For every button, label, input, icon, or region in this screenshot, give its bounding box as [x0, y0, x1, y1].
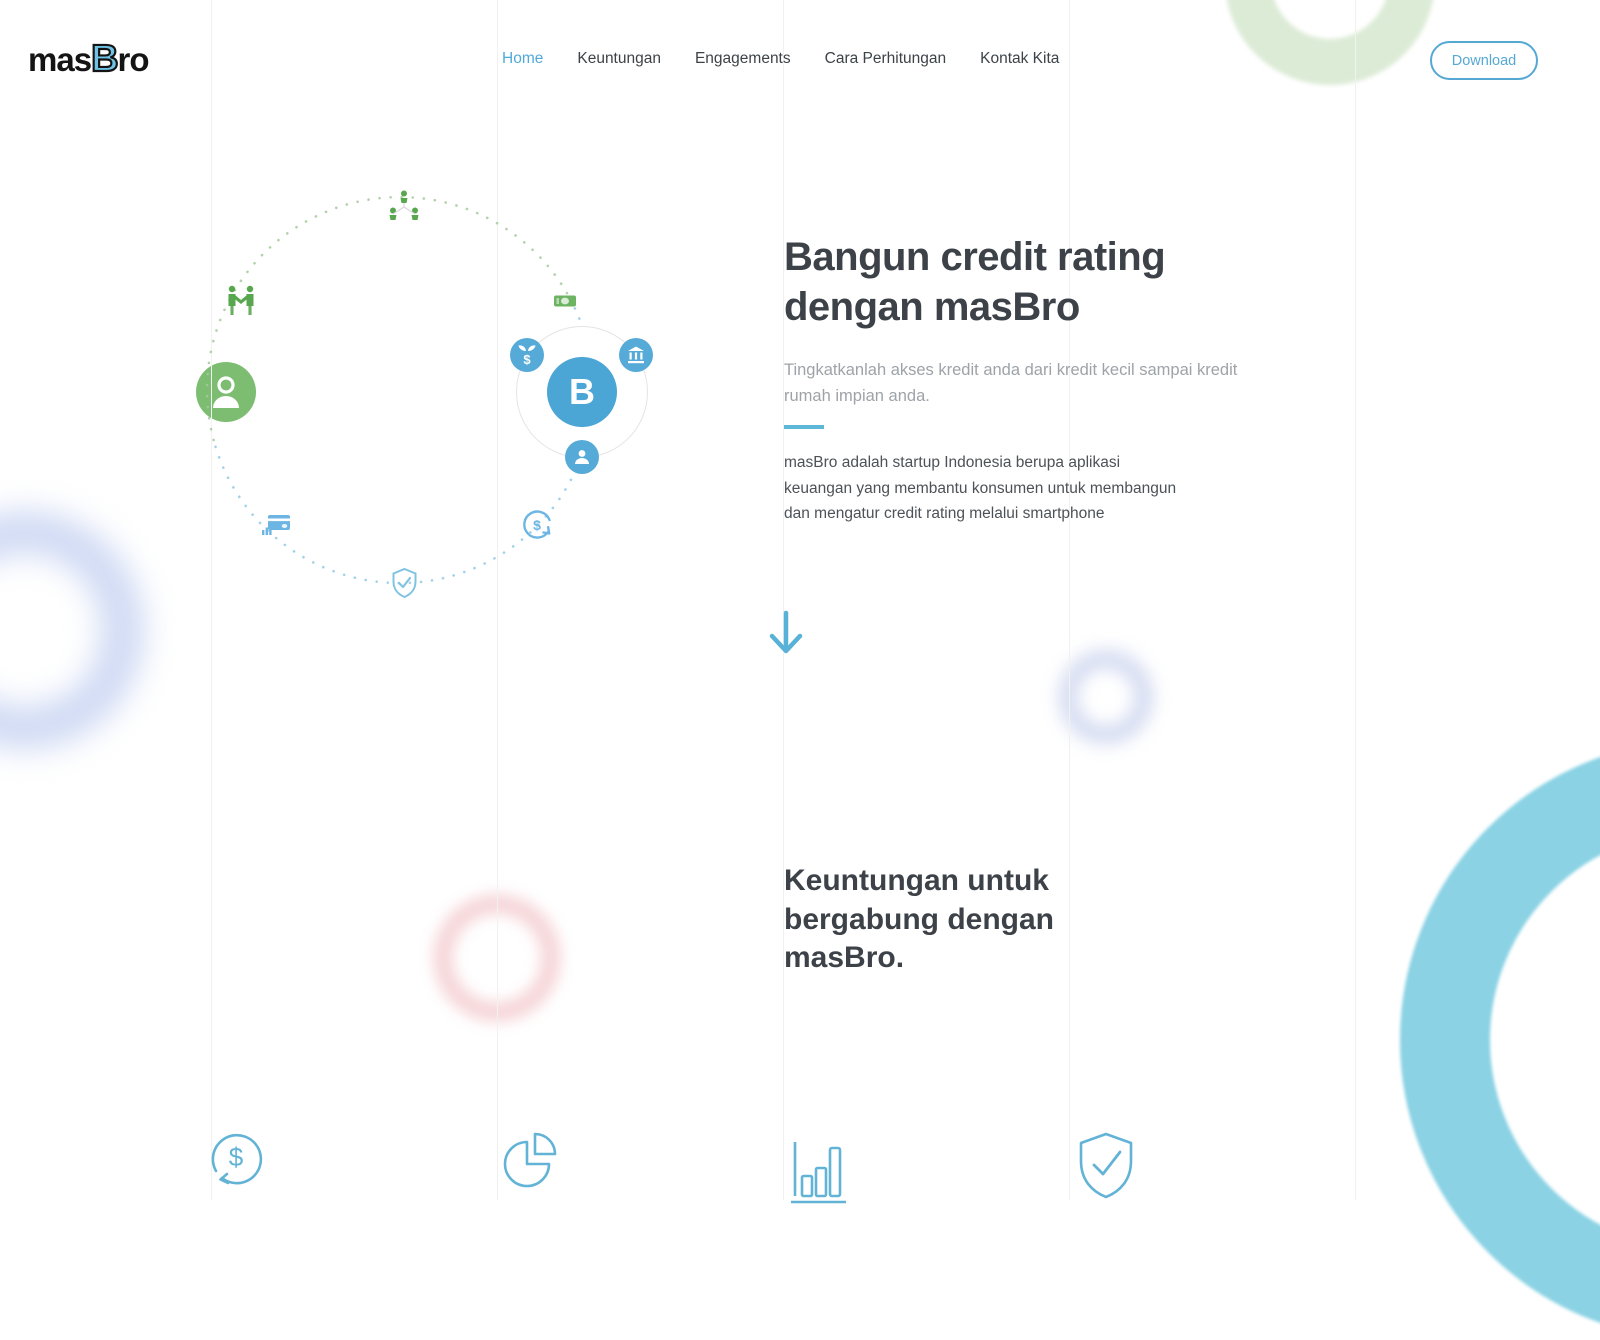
nav-item-keuntungan[interactable]: Keuntungan — [577, 50, 661, 67]
scroll-down-arrow-icon[interactable] — [766, 610, 806, 660]
decor-ring-purple — [1060, 651, 1152, 743]
benefits-title-line3: masBro. — [784, 941, 905, 974]
bar-chart-icon — [790, 1138, 848, 1206]
money-growth-icon — [516, 343, 538, 367]
grid-line — [497, 0, 498, 1200]
accent-divider — [784, 425, 824, 429]
decor-ring-teal — [1400, 740, 1600, 1340]
svg-text:$: $ — [228, 1142, 244, 1172]
svg-text:$: $ — [533, 517, 541, 533]
person-icon — [572, 447, 592, 467]
hero-subtitle: Tingkatkanlah akses kredit anda dari kredit kecil sampai kredit rumah impian anda. — [784, 361, 1238, 405]
person-bubble-small — [565, 440, 599, 474]
benefits-title-line2: bergabung dengan — [784, 902, 1054, 936]
hub-letter: B — [569, 371, 595, 412]
nav-item-cara-perhitungan[interactable]: Cara Perhitungan — [824, 50, 947, 67]
grid-line — [1355, 0, 1356, 1200]
hero-title-line1: Bangun credit rating — [784, 235, 1166, 279]
logo-text-mas: mas — [28, 41, 92, 78]
nav-item-kontak-kita[interactable]: Kontak Kita — [980, 50, 1060, 67]
decor-ring-blue — [0, 512, 143, 748]
hero-description — [784, 450, 1176, 527]
money-cycle-small-icon — [519, 507, 555, 543]
hero-title — [784, 232, 1165, 332]
bank-bubble — [619, 338, 653, 372]
nav-item-engagements[interactable]: Engagements — [694, 50, 791, 67]
credit-card-icon — [261, 512, 291, 538]
grid-line — [211, 0, 212, 1200]
hub-illustration — [516, 326, 648, 458]
logo-text-ro: ro — [117, 41, 149, 78]
logo[interactable] — [28, 38, 149, 81]
org-network-icon — [387, 190, 421, 222]
grid-line — [783, 0, 784, 1200]
main-nav — [502, 50, 1059, 68]
shield-check-small-icon — [391, 567, 418, 599]
hero-description-line2: keuangan yang membantu konsumen untuk membangun — [784, 479, 1177, 497]
handshake-icon — [224, 285, 258, 319]
download-button[interactable]: Download — [1430, 41, 1538, 80]
decor-ring-green — [1225, 0, 1435, 85]
pie-chart-icon — [500, 1130, 562, 1206]
svg-text:$: $ — [523, 352, 531, 367]
benefits-title-line1: Keuntungan untuk — [784, 864, 1049, 897]
masbro-hub-logo — [547, 357, 617, 427]
hero-description-line3: dan mengatur credit rating melalui smartphone — [784, 505, 1105, 522]
grid-line — [1069, 0, 1070, 1200]
benefits-title — [784, 862, 1054, 978]
bank-icon — [626, 345, 646, 365]
nav-item-home[interactable]: Home — [502, 50, 544, 67]
hero-title-line2: dengan masBro — [784, 285, 1080, 329]
shield-check-benefit-icon — [1076, 1130, 1138, 1206]
money-growth-bubble — [510, 338, 544, 372]
hero-description-line1: masBro adalah startup Indonesia berupa aplikasi — [784, 454, 1121, 471]
cash-icon — [553, 293, 577, 309]
logo-text-b: B — [91, 38, 118, 80]
money-cycle-benefit-icon — [206, 1126, 266, 1206]
